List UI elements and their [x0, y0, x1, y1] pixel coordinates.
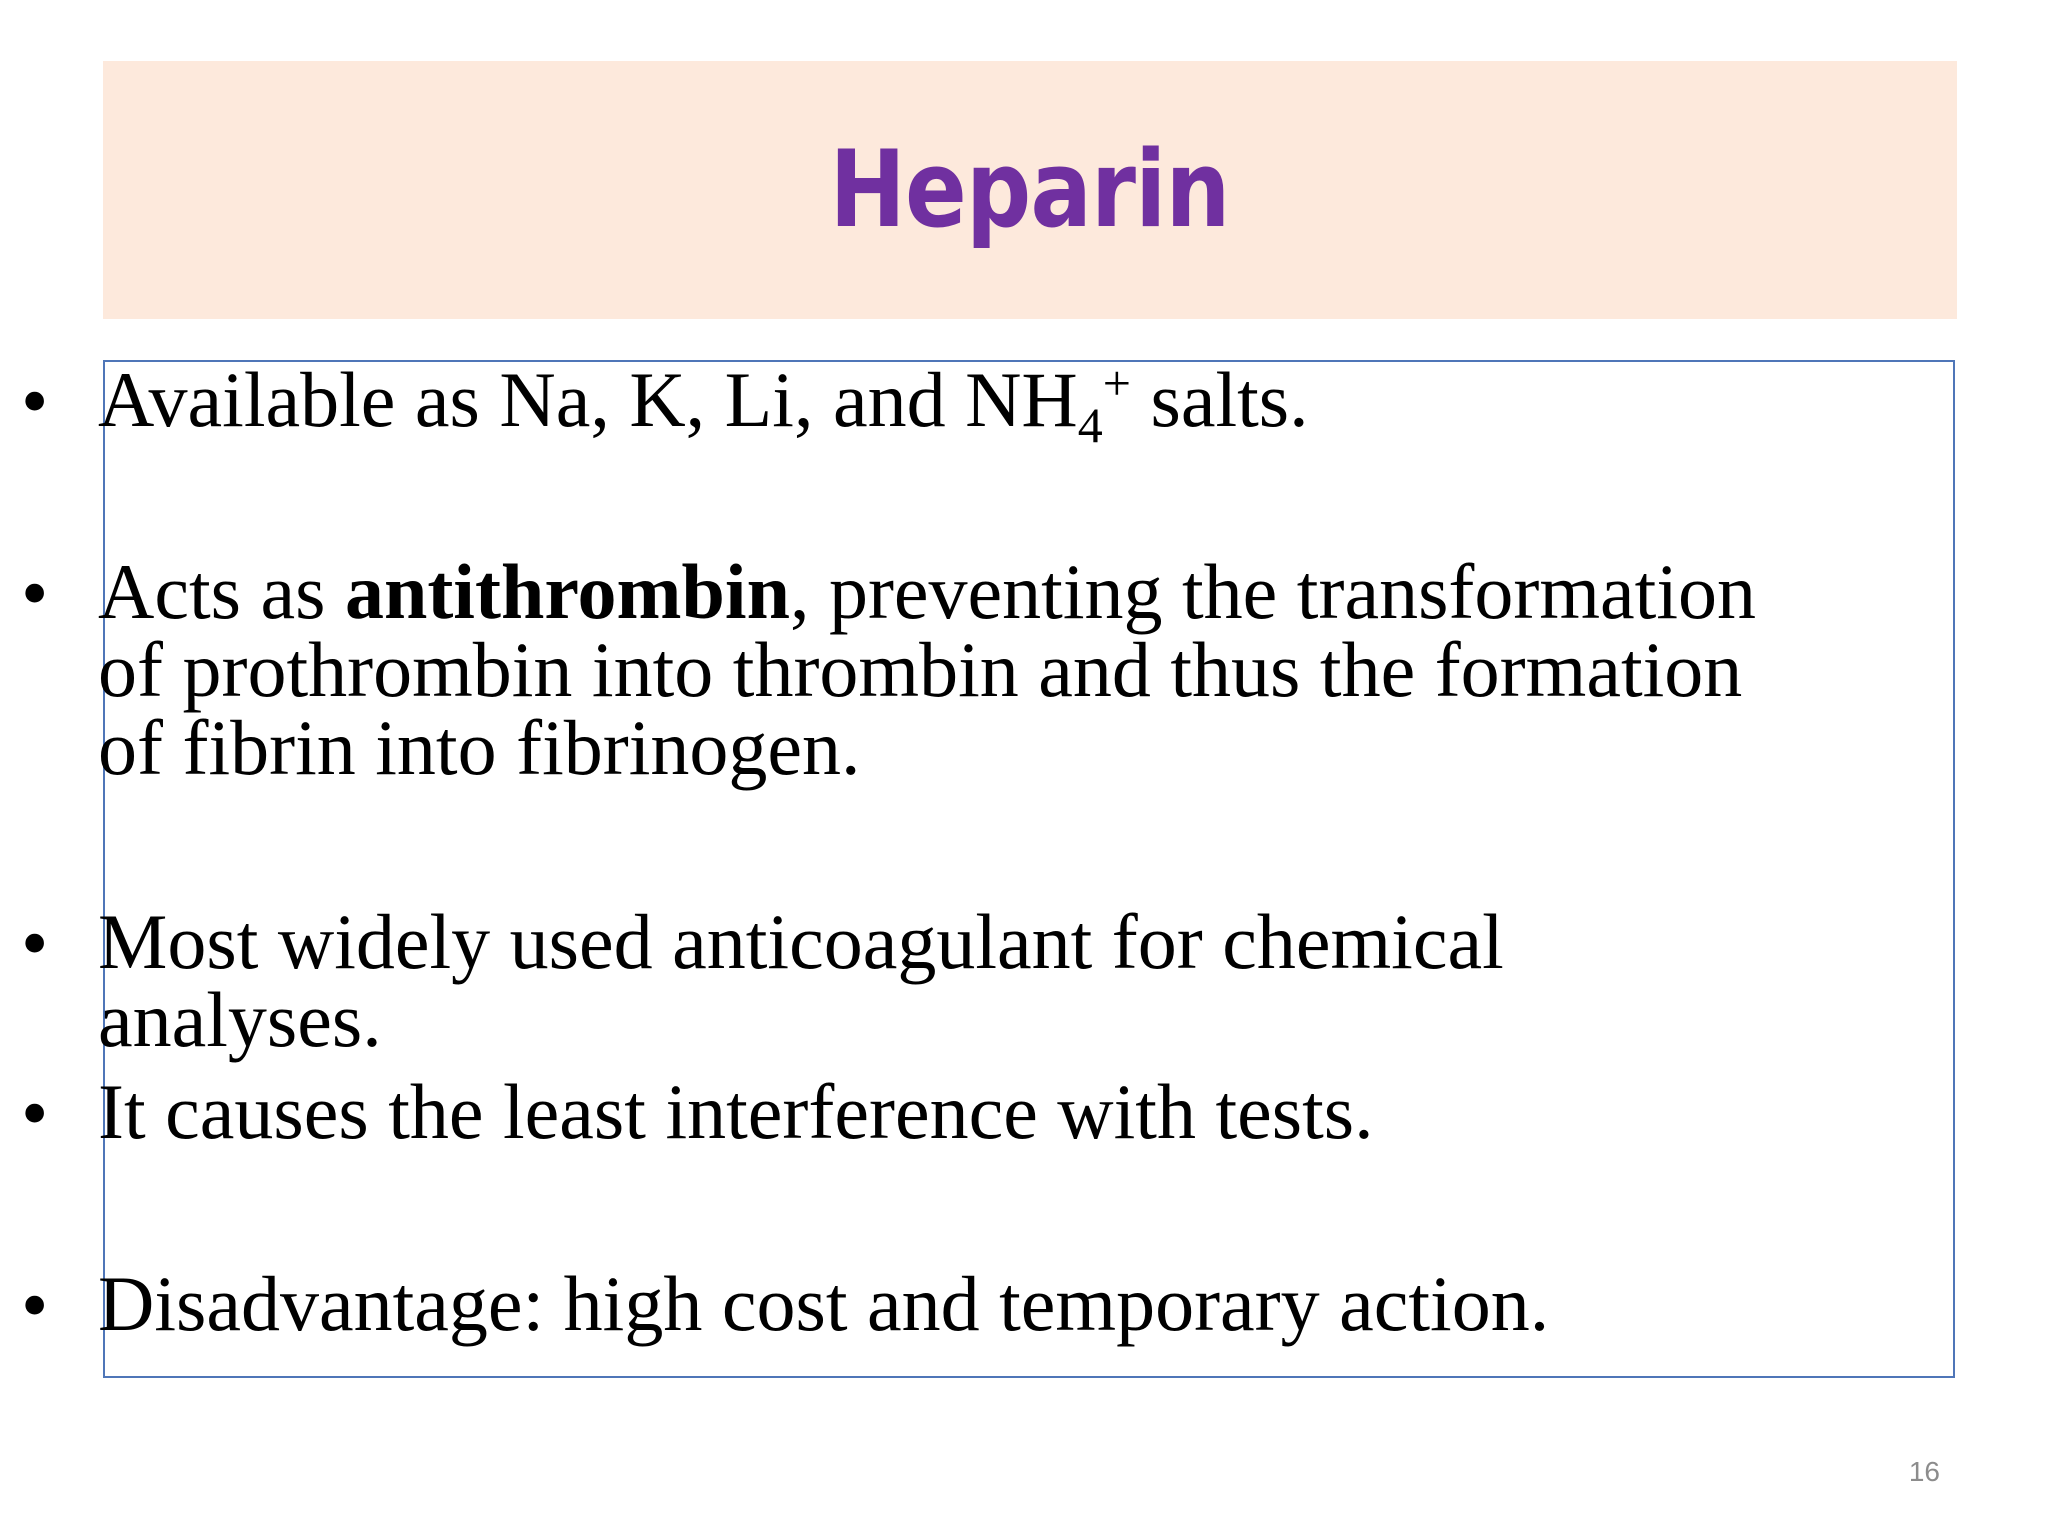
bullet-line — [98, 548, 1843, 635]
bullet-icon: • — [21, 899, 49, 986]
bullet-icon: • — [21, 1069, 49, 1156]
content-box — [103, 360, 1955, 1378]
bullet-icon: • — [21, 549, 49, 636]
bullet-line: of prothrombin into thrombin and thus the formation — [98, 626, 1743, 713]
bullet-text — [98, 1260, 1843, 1347]
bullet-text — [98, 898, 1843, 1063]
bullet-icon: • — [21, 1261, 49, 1348]
bullet-icon: • — [21, 357, 49, 444]
slide-title: Heparin — [830, 128, 1230, 251]
salts-text-end: salts. — [1130, 356, 1309, 443]
bold-term: antithrombin — [344, 548, 790, 635]
title-banner — [103, 61, 1957, 319]
bullet-line — [98, 355, 1843, 453]
bullet-line: analyses. — [98, 976, 382, 1063]
bullet-text — [98, 355, 1843, 453]
bullet-line: Most widely used anticoagulant for chemical — [98, 898, 1504, 985]
subscript: 4 — [1077, 397, 1103, 453]
page-number: 16 — [1908, 1456, 1940, 1487]
bullet-line-rest: , preventing the transformation — [789, 548, 1757, 635]
bullet-text — [98, 1068, 1843, 1155]
bullet-line: Disadvantage: high cost and temporary action. — [98, 1260, 1550, 1347]
superscript: + — [1102, 355, 1131, 411]
bullet-prefix: Acts as — [98, 548, 345, 635]
bullet-text — [98, 548, 1843, 791]
salts-text: Available as Na, K, Li, and NH — [98, 356, 1078, 443]
bullet-line: of fibrin into fibrinogen. — [98, 704, 861, 791]
bullet-line: It causes the least interference with tests. — [98, 1068, 1374, 1155]
